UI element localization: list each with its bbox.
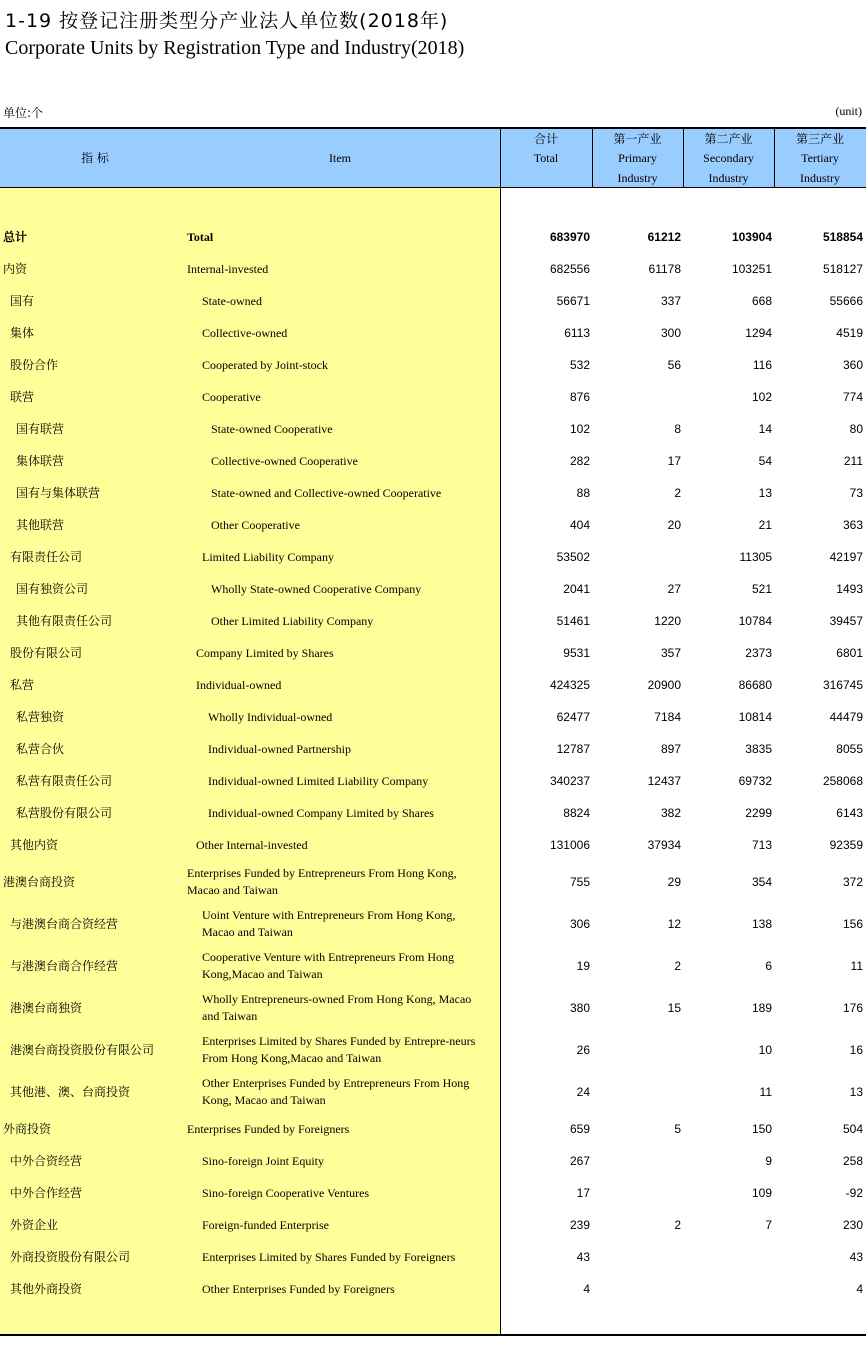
value-total: 4 — [583, 1282, 590, 1296]
table-row — [0, 866, 866, 897]
table-row — [0, 1277, 866, 1301]
data-table — [0, 127, 866, 1337]
row-label-cn: 私营 — [10, 678, 35, 692]
header-secondary-en-2: Industry — [708, 171, 749, 185]
value-tertiary: 6143 — [836, 806, 863, 820]
value-primary: 27 — [667, 582, 681, 596]
table-row — [0, 449, 866, 473]
header-primary-en: Primary — [618, 151, 657, 165]
value-tertiary: 92359 — [829, 838, 863, 852]
row-label-en: Individual-owned Company Limited by Shares — [208, 806, 434, 820]
value-total: 9531 — [563, 646, 590, 660]
value-tertiary: 372 — [842, 875, 863, 889]
row-label-en: Other Enterprises Funded by Foreigners — [202, 1282, 395, 1296]
value-secondary: 103251 — [731, 262, 772, 276]
value-tertiary: 80 — [849, 422, 863, 436]
value-total: 2041 — [563, 582, 590, 596]
table-row — [0, 992, 866, 1023]
row-label-cn: 外商投资 — [3, 1122, 52, 1136]
unit-label-cn: 单位:个 — [3, 106, 44, 120]
row-label-en: Wholly Individual-owned — [208, 710, 333, 724]
row-label-en: Foreign-funded Enterprise — [202, 1218, 329, 1232]
table-row — [0, 737, 866, 761]
table-row — [0, 289, 866, 313]
row-label-cn: 私营股份有限公司 — [16, 806, 113, 820]
row-label-cn: 中外合资经营 — [10, 1154, 83, 1168]
header-tertiary-cn: 第三产业 — [795, 132, 844, 146]
unit-label-en: (unit) — [835, 104, 862, 118]
value-secondary: 69732 — [738, 774, 772, 788]
table-row — [0, 1213, 866, 1237]
row-label-en: Collective-owned Cooperative — [211, 454, 358, 468]
row-label-cn: 中外合作经营 — [10, 1186, 83, 1200]
value-tertiary: 518854 — [822, 230, 863, 244]
value-primary: 337 — [660, 294, 681, 308]
table-row — [0, 705, 866, 729]
value-total: 659 — [569, 1122, 590, 1136]
row-label-en: Enterprises Limited by Shares Funded by Foreigners — [202, 1250, 456, 1264]
row-label-cn: 其他有限责任公司 — [16, 614, 113, 628]
value-secondary: 21 — [758, 518, 772, 532]
value-secondary: 14 — [758, 422, 772, 436]
table-row — [0, 353, 866, 377]
row-label-cn: 其他联营 — [16, 518, 65, 532]
table-row — [0, 545, 866, 569]
row-label-cn: 有限责任公司 — [10, 550, 83, 564]
value-secondary: 10 — [758, 1043, 772, 1057]
row-label-cn: 与港澳台商合作经营 — [10, 959, 119, 973]
value-tertiary: -92 — [845, 1186, 863, 1200]
table-row — [0, 1181, 866, 1205]
value-secondary: 54 — [758, 454, 772, 468]
value-primary: 382 — [660, 806, 681, 820]
row-label-cn: 内资 — [3, 262, 28, 276]
row-label-cn: 其他港、澳、台商投资 — [10, 1085, 131, 1099]
table-row — [0, 1245, 866, 1269]
value-tertiary: 518127 — [822, 262, 863, 276]
value-primary: 2 — [674, 1218, 681, 1232]
value-tertiary: 4519 — [836, 326, 863, 340]
table-row — [0, 481, 866, 505]
row-label-cn: 外资企业 — [10, 1218, 59, 1232]
value-primary: 12 — [667, 917, 681, 931]
table-row — [0, 321, 866, 345]
value-tertiary: 13 — [849, 1085, 863, 1099]
row-label-cn: 其他内资 — [10, 838, 59, 852]
row-label-cn: 与港澳台商合资经营 — [10, 917, 119, 931]
value-primary: 5 — [674, 1122, 681, 1136]
value-total: 683970 — [549, 230, 590, 244]
value-primary: 1220 — [654, 614, 681, 628]
row-label-en: Other Internal-invested — [196, 838, 308, 852]
value-tertiary: 16 — [849, 1043, 863, 1057]
row-label-en: Other Limited Liability Company — [211, 614, 374, 628]
value-secondary: 2299 — [745, 806, 772, 820]
value-secondary: 138 — [751, 917, 772, 931]
value-primary: 2 — [674, 959, 681, 973]
row-label-cn: 股份有限公司 — [10, 646, 83, 660]
row-label-cn: 集体联营 — [16, 454, 65, 468]
table-row — [0, 1076, 866, 1107]
row-label-en: Sino-foreign Joint Equity — [202, 1154, 324, 1168]
table-row — [0, 908, 866, 939]
value-tertiary: 55666 — [829, 294, 863, 308]
header-indicator: 指 标 — [81, 151, 109, 165]
row-label-cn: 国有 — [10, 294, 35, 308]
value-tertiary: 6801 — [836, 646, 863, 660]
value-total: 380 — [569, 1001, 590, 1015]
value-tertiary: 230 — [842, 1218, 863, 1232]
row-label-cn: 联营 — [10, 390, 35, 404]
value-total: 56671 — [556, 294, 590, 308]
value-secondary: 3835 — [745, 742, 772, 756]
value-secondary: 10784 — [738, 614, 772, 628]
value-primary: 17 — [667, 454, 681, 468]
row-label-en: Collective-owned — [202, 326, 288, 340]
header-secondary-cn: 第二产业 — [704, 132, 753, 146]
value-secondary: 189 — [751, 1001, 772, 1015]
row-label-en: State-owned Cooperative — [211, 422, 333, 436]
header-total-cn: 合计 — [533, 132, 558, 146]
value-total: 88 — [576, 486, 590, 500]
table-row — [0, 225, 866, 249]
row-label-cn: 私营独资 — [16, 710, 65, 724]
value-tertiary: 258068 — [822, 774, 863, 788]
value-tertiary: 8055 — [836, 742, 863, 756]
value-tertiary: 774 — [842, 390, 863, 404]
value-total: 404 — [569, 518, 590, 532]
value-tertiary: 42197 — [829, 550, 863, 564]
value-primary: 897 — [660, 742, 681, 756]
row-label-en: Enterprises Funded by Foreigners — [187, 1122, 350, 1136]
row-label-en: State-owned — [202, 294, 262, 308]
value-total: 424325 — [549, 678, 590, 692]
value-tertiary: 176 — [842, 1001, 863, 1015]
table-row — [0, 769, 866, 793]
row-label-en: Other Enterprises Funded by Entrepreneurs From Hong Kong, Macao and Taiwan — [202, 1076, 470, 1107]
row-label-cn: 港澳台商投资股份有限公司 — [10, 1043, 155, 1057]
value-tertiary: 4 — [856, 1282, 863, 1296]
value-tertiary: 73 — [849, 486, 863, 500]
value-primary: 8 — [674, 422, 681, 436]
value-secondary: 103904 — [731, 230, 772, 244]
value-total: 239 — [569, 1218, 590, 1232]
value-primary: 300 — [660, 326, 681, 340]
row-label-en: Wholly Entrepreneurs-owned From Hong Kong, Macao and Taiwan — [202, 992, 472, 1023]
value-secondary: 7 — [765, 1218, 772, 1232]
value-total: 267 — [569, 1154, 590, 1168]
value-tertiary: 1493 — [836, 582, 863, 596]
value-secondary: 521 — [751, 582, 772, 596]
value-secondary: 86680 — [738, 678, 772, 692]
value-primary: 20900 — [647, 678, 681, 692]
value-primary: 7184 — [654, 710, 681, 724]
value-primary: 61178 — [648, 262, 681, 276]
row-label-cn: 私营合伙 — [16, 742, 65, 756]
row-label-en: Company Limited by Shares — [196, 646, 334, 660]
header-tertiary-en-2: Industry — [800, 171, 840, 185]
value-secondary: 668 — [751, 294, 772, 308]
value-primary: 20 — [667, 518, 681, 532]
row-label-cn: 集体 — [10, 326, 35, 340]
table-row — [0, 609, 866, 633]
value-total: 306 — [569, 917, 590, 931]
value-total: 17 — [576, 1186, 590, 1200]
value-total: 876 — [569, 390, 590, 404]
row-label-en: State-owned and Collective-owned Cooperative — [211, 486, 442, 500]
value-secondary: 11 — [759, 1085, 772, 1099]
table-row — [0, 257, 866, 281]
table-row — [0, 417, 866, 441]
value-total: 53502 — [556, 550, 590, 564]
table-row — [0, 801, 866, 825]
value-secondary: 150 — [751, 1122, 772, 1136]
table-row — [0, 641, 866, 665]
value-total: 26 — [576, 1043, 590, 1057]
value-secondary: 13 — [758, 486, 772, 500]
value-secondary: 2373 — [745, 646, 772, 660]
row-label-cn: 私营有限责任公司 — [16, 774, 113, 788]
header-secondary-en: Secondary — [703, 151, 754, 165]
page-title: 1-19 按登记注册类型分产业法人单位数(2018年) — [5, 10, 449, 32]
value-primary: 12437 — [647, 774, 681, 788]
row-label-cn: 总计 — [3, 230, 28, 244]
row-label-cn: 港澳台商独资 — [10, 1001, 83, 1015]
table-row — [0, 833, 866, 857]
value-tertiary: 504 — [842, 1122, 863, 1136]
row-label-en: Other Cooperative — [211, 518, 300, 532]
row-label-en: Internal-invested — [187, 262, 269, 276]
table-row — [0, 577, 866, 601]
table-row — [0, 1149, 866, 1173]
value-secondary: 9 — [765, 1154, 772, 1168]
value-secondary: 354 — [751, 875, 772, 889]
value-total: 43 — [576, 1250, 590, 1264]
row-label-en: Individual-owned Partnership — [208, 742, 351, 756]
value-secondary: 116 — [752, 358, 772, 372]
row-label-en: Cooperative — [202, 390, 261, 404]
value-primary: 56 — [667, 358, 681, 372]
row-label-cn: 股份合作 — [10, 358, 59, 372]
value-total: 8824 — [563, 806, 590, 820]
value-tertiary: 156 — [842, 917, 863, 931]
value-tertiary: 360 — [842, 358, 863, 372]
header-primary-en-2: Industry — [617, 171, 658, 185]
value-secondary: 102 — [751, 390, 772, 404]
row-label-en: Cooperated by Joint-stock — [202, 358, 328, 372]
row-label-en: Enterprises Funded by Entrepreneurs From Hong Kong, Macao and Taiwan — [187, 866, 457, 897]
page-subtitle: Corporate Units by Registration Type and Industry(2018) — [5, 37, 465, 59]
value-total: 102 — [569, 422, 590, 436]
value-total: 19 — [576, 959, 590, 973]
row-label-en: Uoint Venture with Entrepreneurs From Hong Kong, Macao and Taiwan — [202, 908, 456, 939]
value-tertiary: 258 — [842, 1154, 863, 1168]
row-label-en: Sino-foreign Cooperative Ventures — [202, 1186, 370, 1200]
value-primary: 357 — [660, 646, 681, 660]
row-label-cn: 外商投资股份有限公司 — [10, 1250, 131, 1264]
value-tertiary: 11 — [850, 959, 863, 973]
table-row — [0, 950, 866, 981]
table-row — [0, 1034, 866, 1065]
value-tertiary: 316745 — [822, 678, 863, 692]
value-primary: 37934 — [647, 838, 681, 852]
value-primary: 61212 — [647, 230, 681, 244]
value-secondary: 11305 — [739, 550, 772, 564]
table-row — [0, 673, 866, 697]
row-label-en: Limited Liability Company — [202, 550, 334, 564]
value-total: 62477 — [556, 710, 590, 724]
value-tertiary: 39457 — [829, 614, 863, 628]
row-label-cn: 港澳台商投资 — [3, 875, 76, 889]
value-total: 682556 — [549, 262, 590, 276]
value-primary: 15 — [667, 1001, 681, 1015]
row-label-en: Wholly State-owned Cooperative Company — [211, 582, 422, 596]
value-total: 532 — [569, 358, 590, 372]
value-total: 340237 — [549, 774, 590, 788]
value-secondary: 109 — [751, 1186, 772, 1200]
row-label-cn: 国有联营 — [16, 422, 65, 436]
value-total: 131006 — [549, 838, 590, 852]
row-label-en: Individual-owned Limited Liability Company — [208, 774, 429, 788]
value-primary: 2 — [674, 486, 681, 500]
row-label-en: Individual-owned — [196, 678, 282, 692]
row-label-cn: 国有独资公司 — [16, 582, 89, 596]
value-secondary: 10814 — [738, 710, 772, 724]
value-total: 755 — [569, 875, 590, 889]
value-tertiary: 43 — [849, 1250, 863, 1264]
header-item: Item — [329, 151, 351, 165]
header-primary-cn: 第一产业 — [613, 132, 662, 146]
value-total: 282 — [569, 454, 590, 468]
table-row — [0, 1117, 866, 1141]
row-label-en: Enterprises Limited by Shares Funded by Entrepre-neurs From Hong Kong,Macao and Taiwan — [202, 1034, 476, 1065]
value-total: 51461 — [556, 614, 590, 628]
row-label-en: Cooperative Venture with Entrepreneurs From Hong Kong,Macao and Taiwan — [202, 950, 455, 981]
table-bottom-rule — [0, 1334, 866, 1336]
header-total-en: Total — [533, 151, 559, 165]
value-tertiary: 44479 — [829, 710, 863, 724]
value-secondary: 1294 — [745, 326, 772, 340]
row-label-cn: 其他外商投资 — [10, 1282, 83, 1296]
table-row — [0, 385, 866, 409]
row-label-cn: 国有与集体联营 — [16, 486, 101, 500]
value-secondary: 6 — [765, 959, 772, 973]
row-label-en: Total — [187, 230, 214, 244]
value-tertiary: 363 — [842, 518, 863, 532]
header-tertiary-en: Tertiary — [801, 151, 839, 165]
value-tertiary: 211 — [843, 454, 863, 468]
value-total: 24 — [576, 1085, 590, 1099]
value-total: 12787 — [556, 742, 590, 756]
value-primary: 29 — [667, 875, 681, 889]
value-secondary: 713 — [751, 838, 772, 852]
value-total: 6113 — [564, 326, 590, 340]
table-row — [0, 513, 866, 537]
